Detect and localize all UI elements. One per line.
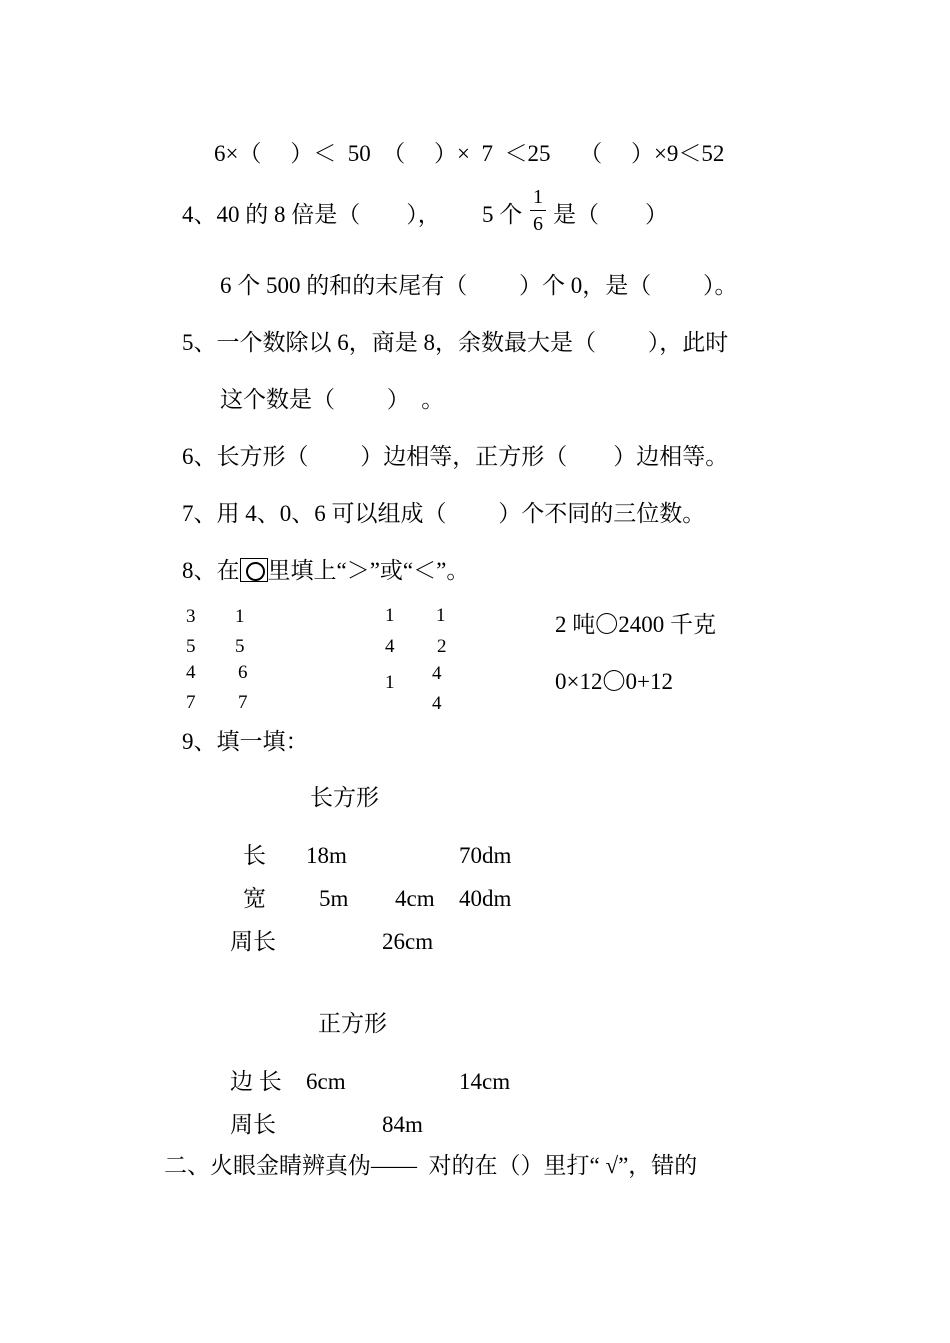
rect-heading: 长方形 [310,785,379,810]
q8-c1-a0: 3 [186,606,196,627]
rect-cell: 26cm [382,929,434,954]
q8-c1-a3: 7 [186,692,196,713]
square-cell: 14cm [459,1069,511,1094]
q4-text-3: 是（ ） [553,202,668,227]
fraction-numerator: 1 [533,186,543,208]
rect-row-label-width: 宽 [243,886,266,911]
square-row-label-perimeter: 周长 [230,1112,276,1137]
q8-c1-b0: 1 [235,606,245,627]
q8-c2-a1: 4 [385,636,395,657]
q8-line [182,558,469,584]
circle-box-icon [240,558,268,582]
q8-c2-a2: 1 [385,672,395,693]
fraction-bar [530,210,546,211]
q8-c1-b2: 6 [238,662,248,683]
q5-line-2: 这个数是（ ） 。 [220,387,445,412]
square-row-label-side: 边 长 [230,1069,282,1094]
square-heading: 正方形 [318,1011,387,1036]
q8-suffix: 里填上“＞”或“＜”。 [267,558,470,583]
q8-c1-a2: 4 [186,662,196,683]
square-cell: 6cm [306,1069,346,1094]
square-cell: 84m [382,1112,423,1137]
rect-cell: 4cm [395,886,435,911]
q8-c1-b1: 5 [235,636,245,657]
rect-row-label-perimeter: 周长 [230,929,276,954]
q8-prefix: 8、在 [182,558,240,583]
q5-line-1: 5、一个数除以 6，商是 8，余数最大是（ ），此时 [182,330,729,355]
rect-cell: 70dm [459,843,512,868]
rect-cell: 40dm [459,886,512,911]
q6-line: 6、长方形（ ）边相等，正方形（ ）边相等。 [182,444,729,469]
q8-c1-b3: 7 [238,692,248,713]
fraction-denominator: 6 [533,213,543,235]
q4-line-2: 6 个 500 的和的末尾有（ ）个 0，是（ ）。 [220,273,738,298]
q8-c1-a1: 5 [186,636,196,657]
q7-line: 7、用 4、0、6 可以组成（ ）个不同的三位数。 [182,501,706,526]
q8-c2-b2: 4 [432,663,442,684]
rect-cell: 18m [306,843,347,868]
q4-text-2: 5 个 [482,202,523,227]
q8-compare-1: 2 吨〇2400 千克 [555,612,716,637]
q8-c2-a0: 1 [385,605,395,626]
rect-cell: 5m [319,886,349,911]
q9-title: 9、填一填： [182,729,309,754]
q4-text-1: 4、40 的 8 倍是（ ）， [182,202,441,227]
q3-line: 6×（ ）＜ 50 （ ）× 7 ＜25 （ ）×9＜52 [214,141,725,166]
rect-row-label-length: 长 [243,843,266,868]
q8-compare-2: 0×12〇0+12 [555,669,673,694]
q8-c2-b3: 4 [432,693,442,714]
q8-c2-b1: 2 [437,636,447,657]
section-2-heading: 二、火眼金睛辨真伪—— 对的在（）里打“ √”，错的 [164,1153,698,1178]
q4-fraction [530,186,546,235]
q8-c2-b0: 1 [436,605,446,626]
